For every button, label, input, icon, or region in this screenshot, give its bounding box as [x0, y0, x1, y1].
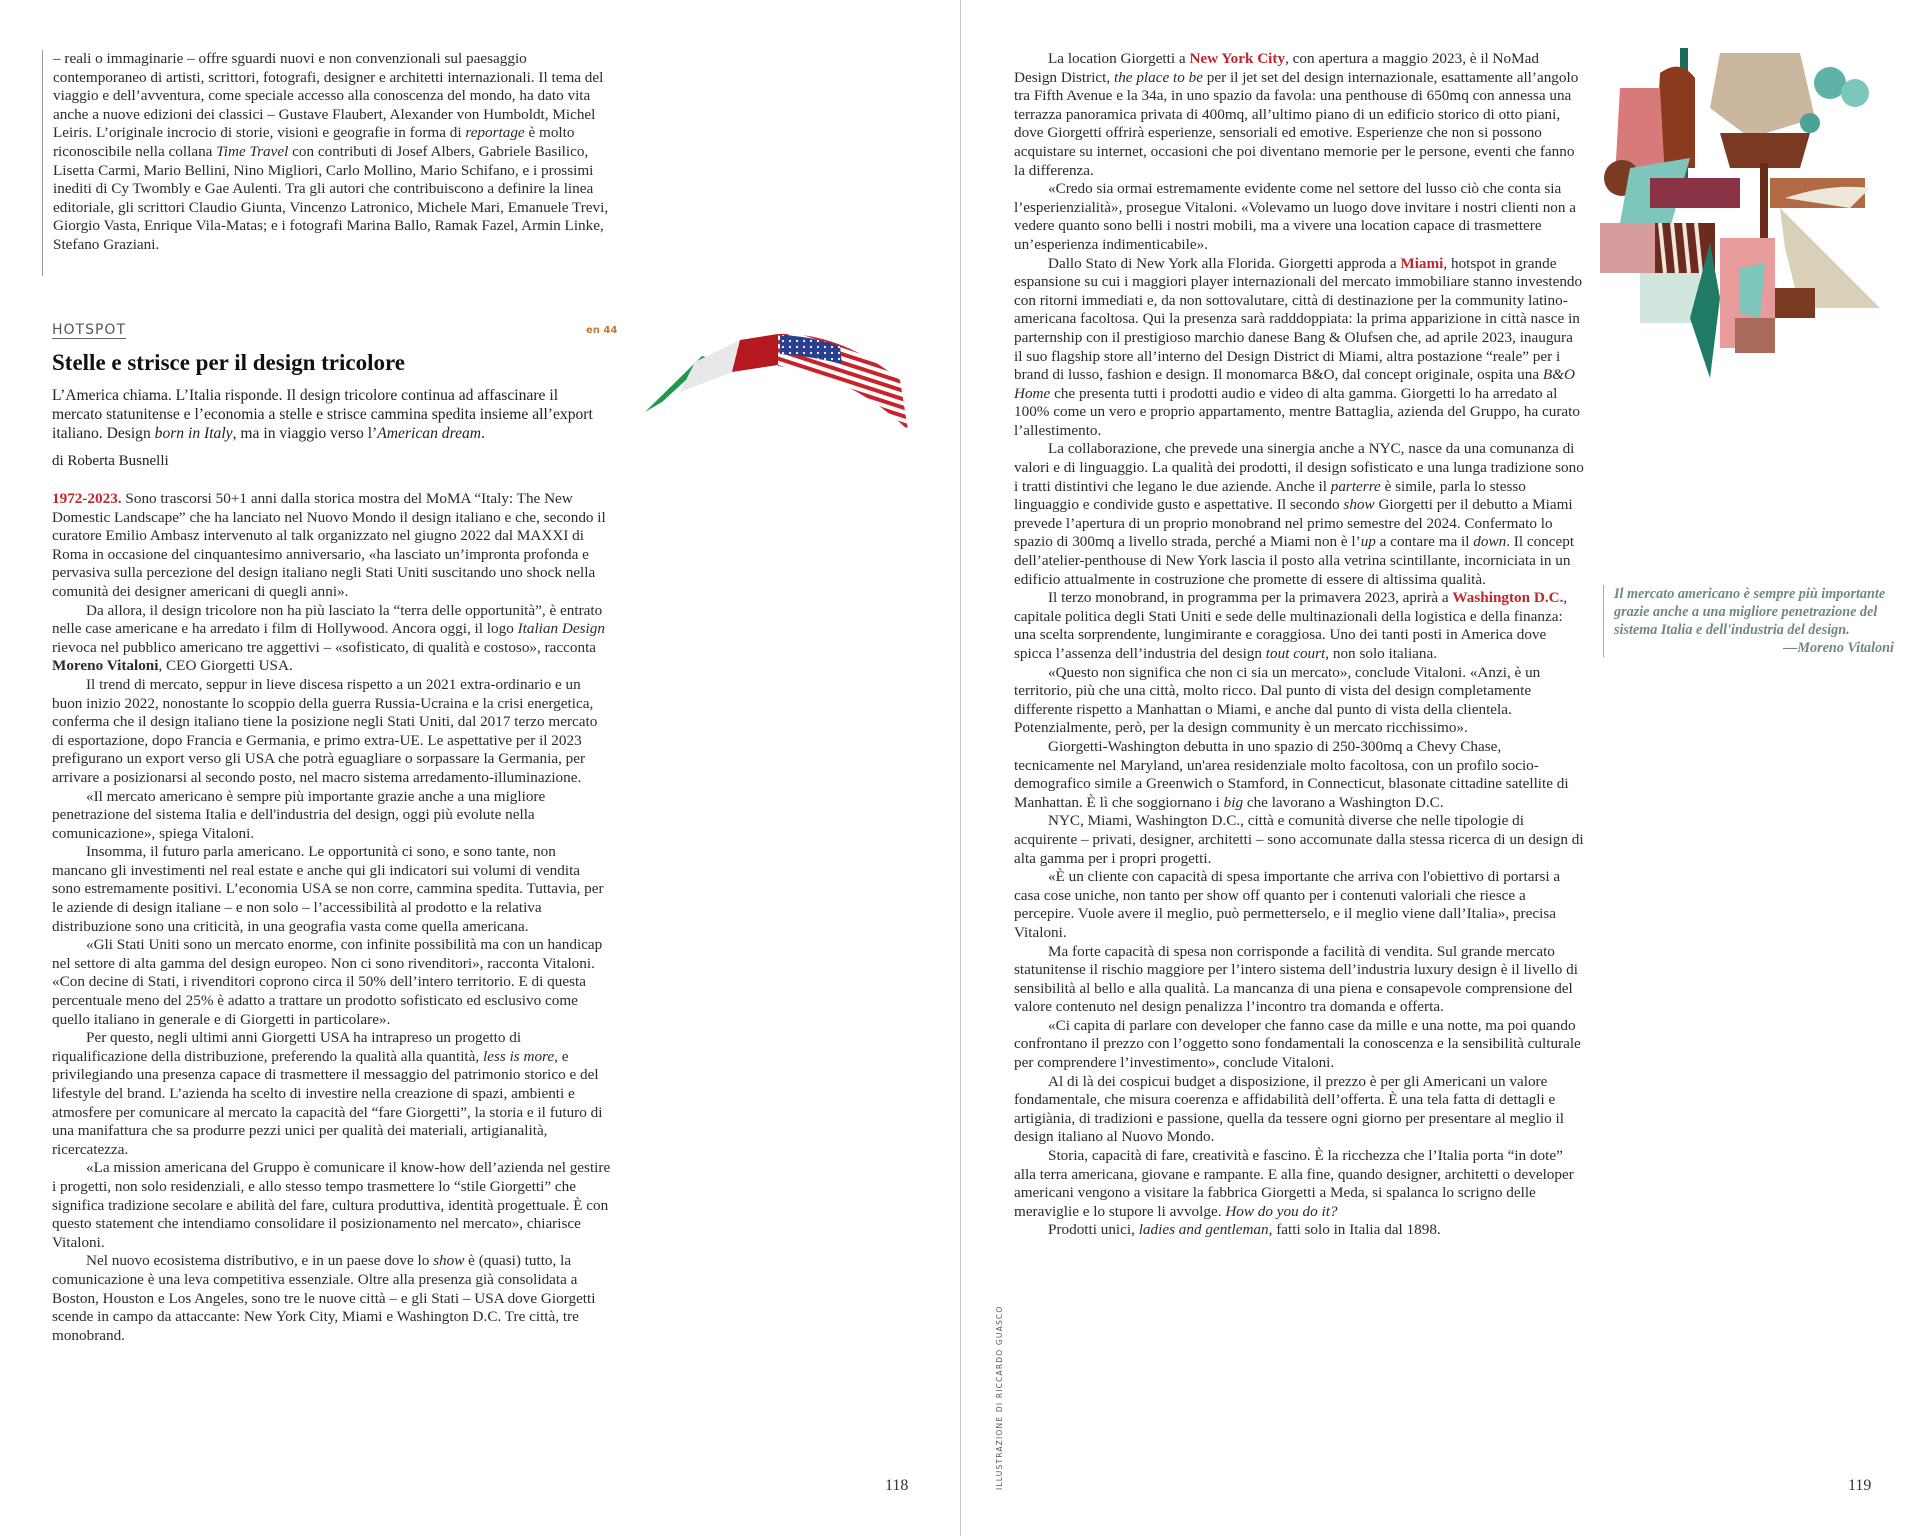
lead-in: 1972-2023.	[52, 490, 122, 507]
paragraph: Insomma, il futuro parla americano. Le opportunità ci sono, e sono tante, non mancano gli investimenti nel real estate e anche qui gli indicatori sui volumi di vendita sono estremamente positivi. L’economia USA se non corre, cammina spedita. Tuttavia, per le aziende di design italiane – e non solo – l’accessibilità al prodotto e la relativa distribuzione sono una criticità, in una geografia vasta come quella americana.	[52, 843, 604, 935]
text: è (quasi) tutto, la comunicazione è una leva competitiva essenziale. Oltre alla presenza già consolidata a Boston, Houston e Los Angeles, sono tre le nuove città – e gli Stati – USA dove Giorgetti scende in campo da attaccante: New York City, Miami e Washington D.C. Tre città, tre monobrand.	[52, 1252, 596, 1344]
text: Per questo, negli ultimi anni Giorgetti USA ha intrapreso un progetto di riqualificazione della distribuzione, preferendo la qualità alla quantità,	[52, 1029, 522, 1065]
text-italic: Italian Design	[517, 620, 605, 638]
page-gutter	[960, 0, 961, 1536]
standfirst-italic: American dream	[377, 425, 482, 442]
text: che presenta tutti i prodotti audio e video di alta gamma. Giorgetti lo ha arredato al 100% come un vero e proprio appartamento, mentre Battaglia, azienda del Gruppo, ha curato l’allestimento.	[1014, 384, 1580, 439]
article-body-left	[52, 490, 612, 1345]
paragraph	[1014, 1147, 1584, 1221]
text-italic: How do you do it?	[1225, 1202, 1338, 1220]
paragraph	[1014, 440, 1584, 589]
paragraph: «La mission americana del Gruppo è comunicare il know-how dell’azienda nel gestire i progetti, non solo residenziali, e allo stesso tempo trasmettere lo “stile Giorgetti” che significa tradizione secolare e abilità del fare, cultura produttiva, identità progettuale. È con questo statement che intendiamo consolidare il posizionamento nel mercato», chiarisce Vitaloni.	[52, 1159, 611, 1251]
illustration-credit: ILLUSTRAZIONE DI RICCARDO GUASCO	[995, 1305, 1004, 1490]
text: , e privilegiando una presenza capace di trasmettere il messaggio del patrimonio storico e del lifestyle del brand. L’azienda ha scelto di investire nella creazione di spazi, ambienti e atmosfere per comunicare al mercato la capacità del “fare Giorgetti”, la storia e il futuro di una manifattura che sa produrre pezzi unici per qualità dei materiali, artigianalità, ricercatezza.	[52, 1047, 603, 1158]
paragraph: «È un cliente con capacità di spesa importante che arriva con l'obiettivo di portarsi a casa cose uniche, non tanto per show off quanto per i contenuti valoriali che riesce a percepire. Vuole avere il meglio, può permetterselo, e il meglio viene dall’Italia», precisa Vitaloni.	[1014, 868, 1561, 941]
text: Giorgetti-Washington debutta in uno spazio di 250-300mq a Chevy Chase, tecnicamente nel Maryland, un'area residenziale molto facoltosa, con un profilo socio-demografico simile a Greenwich o Stamford, in Connecticut, blasonate cittadine satellite di Manhattan. È lì che soggiornano i	[1014, 737, 1569, 811]
standfirst-part: .	[481, 425, 485, 442]
text-italic: up	[1360, 533, 1376, 551]
text: Giorgetti per il debutto a Miami prevede l’apertura di un proprio monobrand nel primo semestre del 2024. Confermato lo spazio di 300mq a livello strada, perché a Miami non è l’	[1014, 496, 1573, 551]
text: Prodotti unici,	[1048, 1221, 1139, 1239]
pull-quote-author: —Moreno Vitaloni	[1783, 640, 1894, 656]
standfirst-italic: born in Italy	[154, 425, 233, 442]
text: . Il concept dell’atelier-penthouse di New York lascia il posto alla vetrina scintillante, incorniciata in un edificio attualmente in costruzione che promette di essere di altissima qualità.	[1014, 533, 1575, 588]
italy-white-band	[680, 340, 740, 392]
text-italic: ladies and gentleman	[1138, 1221, 1269, 1239]
text-italic: B&O Home	[1014, 366, 1575, 402]
text-italic: tout court	[1265, 645, 1326, 662]
article-body-right	[1014, 50, 1584, 1240]
paragraph	[52, 602, 612, 676]
text: , con apertura a maggio 2023, è il NoMad Design District,	[1014, 50, 1539, 86]
paragraph	[52, 490, 612, 602]
text: che lavorano a Washington D.C.	[1243, 793, 1444, 811]
collage-illustration	[1600, 48, 1885, 388]
page-number-right: 119	[1848, 1477, 1872, 1494]
paragraph	[1014, 255, 1584, 441]
text: Nel nuovo ecosistema distributivo, e in un paese dove lo	[86, 1252, 434, 1270]
paragraph: Il trend di mercato, seppur in lieve discesa rispetto a un 2021 extra-ordinario e un buon inizio 2022, nonostante lo scoppio della guerra Russia-Ucraina e la crisi energetica, conferma che il design italiano tiene la posizione negli Stati Uniti, dal 2017 terzo mercato di esportazione, dopo Francia e Germania, e primo extra-UE. Le aspettative per il 2023 prefigurano un export verso gli USA che potrà eguagliare o sorpassare la Germania, per arrivare a posizionarsi al secondo posto, nel macro sistema arredamento-illuminazione.	[52, 675, 598, 786]
text: , CEO Giorgetti USA.	[158, 657, 293, 675]
paragraph	[1014, 50, 1584, 180]
text-italic: down	[1473, 533, 1507, 551]
text: Dallo Stato di New York alla Florida. Giorgetti approda a	[1048, 254, 1401, 272]
text: , hotspot in grande espansione su cui i maggiori player internazionali del mercato immobiliare stanno investendo con ritorni immediati e, da non sottovalutare, città di destinazione per la community latino-americana facoltosa. Qui la presenza sarà radddoppiata: la prima apparizione in città nasce in parternship con il prestigioso marchio danese Bang & Olufsen che, ad aprile 2023, inaugura il suo flagship store all’interno del Design District di Miami, altra postazione “reale” per i brand di lusso, fashion e design. Il monomarca B&O, dal concept originale, ospita una	[1014, 254, 1583, 384]
text: è simile, parla lo stesso linguaggio e condivide gusto e aspettative. Il secondo	[1014, 477, 1526, 514]
section-kicker: HOTSPOT	[52, 322, 126, 338]
pull-quote	[1603, 585, 1894, 657]
text: La collaborazione, che prevede una sinergia anche a NYC, nasce da una comunanza di valori e di linguaggio. La qualità dei prodotti, il design sofisticato e una lunga tradizione sono i tratti distintivi che legano le due aziende. Anche il	[1014, 440, 1584, 495]
text-italic: less is more	[482, 1047, 555, 1065]
intro-italic: reportage	[465, 124, 525, 142]
text-italic: parterre	[1330, 477, 1381, 495]
italy-red-band	[732, 334, 778, 372]
text-italic: big	[1223, 793, 1244, 811]
text: per il jet set del design internazionale, esattamente all’angolo tra Fifth Avenue e la 34a, in uno spazio da favola: una penthouse di 650mq con annessa una terrazza panoramica privata di 400mq, all’ultimo piano di un edificio storico di otto piani, dove Giorgetti offrirà esperienze, sensoriali ed emotive. Esperienze che non si possono acquistare su internet, occasioni che poi diventano memorie per le persone, eventi che fanno la differenza.	[1014, 68, 1579, 179]
paragraph	[1014, 589, 1584, 663]
paragraph: NYC, Miami, Washington D.C., città e comunità diverse che nelle tipologie di acquirente – privati, designer, architetti – sono accomunate dalla stessa ricerca di un design di alta gamma per i propri progetti.	[1014, 812, 1584, 867]
page-number-left: 118	[885, 1477, 909, 1494]
paragraph: «Credo sia ormai estremamente evidente come nel settore del lusso ciò che conta sia l’esperienzialità», prosegue Vitaloni. «Volevamo un luogo dove invitare i nostri clienti non a vedere quanto sono belli i nostri mobili, ma a vivere una location capace di trasmettere un’esperienza indimenticabile».	[1014, 180, 1577, 253]
paragraph: «Il mercato americano è sempre più importante grazie anche a una migliore penetrazione del sistema Italia e dell'industria del design, oggi più evolute nella comunicazione», spiega Vitaloni.	[52, 787, 546, 842]
text-italic: the place to be	[1113, 68, 1203, 86]
city-highlight: Washington D.C.	[1452, 589, 1564, 607]
byline: di Roberta Busnelli	[52, 453, 169, 469]
text: a contare ma il	[1375, 533, 1474, 551]
pull-quote-text: Il mercato americano è sempre più importante grazie anche a una migliore penetrazione del sistema Italia e dell'industria del design.	[1614, 586, 1886, 638]
text: rievoca nel pubblico americano tre aggettivi – «sofisticato, di qualità e costoso», racconta	[52, 638, 597, 656]
text: Sono trascorsi 50+1 anni dalla storica mostra del MoMA “Italy: The New Domestic Landscape” che ha lanciato nel Nuovo Mondo il design italiano e che, secondo il curatore Emilio Ambasz intervenuto al talk organizzato nel giugno 2022 dal MAXXI di Roma in occasione del cinquantesimo anniversario, «ha lasciato un’impronta profonda e pervasiva sulla percezione del design italiano negli Stati Uniti suscitando uno shock nella comunità dei designer americani di quegli anni».	[52, 490, 606, 600]
english-page-ref: en 44	[586, 325, 618, 336]
intro-block	[42, 50, 623, 276]
text: Storia, capacità di fare, creatività e fascino. È la ricchezza che l’Italia porta “in dote” alla terra americana, giovane e rampante. E alla fine, quando designer, architetti o developer americani vengono a visitare la fabbrica Giorgetti a Meda, si spalanca lo scrigno delle meraviglie e lo stupore li avvolge.	[1014, 1147, 1574, 1220]
intro-italic: Time Travel	[216, 142, 289, 160]
standfirst-part: L’America chiama. L’Italia risponde. Il design tricolore continua ad affascinare il mercato statunitense e l’economia a stelle e strisce cammina spedita insieme all’export italiano. Design	[52, 387, 593, 442]
text-italic: show	[433, 1252, 465, 1270]
intro-part: – reali o immaginarie – offre sguardi nuovi e non convenzionali sul paesaggio contemporaneo di artisti, scrittori, fotografi, designer e architetti internazionali. Il tema del viaggio e dell’avventura, come speciale accesso alla conoscenza del mondo, ha dato vita anche a nuove edizioni dei classici – Gustave Flaubert, Alexander von Humboldt, Michel Leiris. L’originale incrocio di storie, visioni e geografie in forma di	[53, 50, 604, 142]
paragraph: Al di là dei cospicui budget a disposizione, il prezzo è per gli Americani un valore fondamentale, che misura coerenza e affidabilità dell’offerta. È una tela fatta di dettagli e artigiània, di tradizioni e passione, quella da tessere ogni giorno per presentare al meglio il design italiano al Nuovo Mondo.	[1014, 1072, 1564, 1146]
paragraph: «Ci capita di parlare con developer che fanno case da mille e una notte, ma poi quando confrontano il prezzo con l’oggetto sono fondamentali la conoscenza e la sensibilità culturale per comprendere l’investimento», conclude Vitaloni.	[1014, 1016, 1581, 1072]
text: , non solo italiana.	[1325, 645, 1438, 662]
standfirst	[52, 386, 612, 443]
intro-part: con contributi di Josef Albers, Gabriele Basilico, Lisetta Carmi, Mario Bellini, Nino Migliori, Carlo Mollino, Mario Schifano, e i prossimi inediti di Cy Twombly e Gae Aulenti. Tra gli autori che contribuiscono a definire la linea editoriale, gli scrittori Claudio Giunta, Vincenzo Latronico, Michele Mari, Emanuele Trevi, Giorgio Vasta, Enrique Vila-Matas; e i fotografi Marina Ballo, Ramak Fazel, Armin Linke, Stefano Graziani.	[53, 142, 609, 253]
intro-text	[53, 50, 623, 255]
text: Da allora, il design tricolore non ha più lasciato la “terra delle opportunità”, è entrato nelle case americane e ha arredato i film di Hollywood. Ancora oggi, il logo	[52, 601, 603, 638]
paragraph	[52, 1029, 612, 1159]
city-highlight: Miami	[1400, 254, 1444, 272]
article-title: Stelle e strisce per il design tricolore	[52, 350, 405, 375]
paragraph	[1014, 1221, 1584, 1240]
flags-arc-illustration	[640, 320, 920, 440]
text: La location Giorgetti a	[1048, 50, 1190, 67]
paragraph	[52, 1252, 612, 1345]
text: , fatti solo in Italia dal 1898.	[1268, 1221, 1441, 1239]
paragraph: «Gli Stati Uniti sono un mercato enorme, con infinite possibilità ma con un handicap nel settore di alta gamma del design europeo. Non ci sono rivenditori», racconta Vitaloni. «Con decine di Stati, i rivenditori coprono circa il 50% dell’intero territorio. E di questa percentuale meno del 25% è adatto a trattare un prodotto sofisticato ed esclusivo come quello italiano in generale e di Giorgetti in particolare».	[52, 936, 603, 1028]
standfirst-part: , ma in viaggio verso l’	[232, 425, 378, 442]
intro-part: è molto riconoscibile nella collana	[53, 124, 575, 160]
paragraph: Ma forte capacità di spesa non corrisponde a facilità di vendita. Sul grande mercato statunitense il rischio maggiore per l’intero sistema dell’industria luxury design è il livello di sensibilità al bello e alla qualità. La mancanza di una piena e consapevole comprensione del valore contenuto nel design penalizza l’incontro tra domanda e offerta.	[1014, 942, 1578, 1016]
text-italic: show	[1343, 496, 1375, 514]
text: , capitale politica degli Stati Uniti e sede delle multinazionali della logistica e della finanza: una scelta sorprendente, lungimirante e coraggiosa. Uno dei tanti posti in America dove spicca l’assenza dell’industria del design	[1014, 589, 1568, 662]
text-bold: Moreno Vitaloni	[52, 657, 159, 675]
paragraph: «Questo non significa che non ci sia un mercato», conclude Vitaloni. «Anzi, è un territorio, più che una città, molto ricco. Dal punto di vista del design completamente differente rispetto a Manhattan o Miami, e anche dal punto di vista della clientela. Potenzialmente, però, per la design community è un mercato ricchissimo».	[1014, 663, 1541, 737]
city-highlight: New York City	[1189, 50, 1286, 67]
text: Il terzo monobrand, in programma per la primavera 2023, aprirà a	[1048, 589, 1453, 607]
paragraph	[1014, 738, 1584, 812]
